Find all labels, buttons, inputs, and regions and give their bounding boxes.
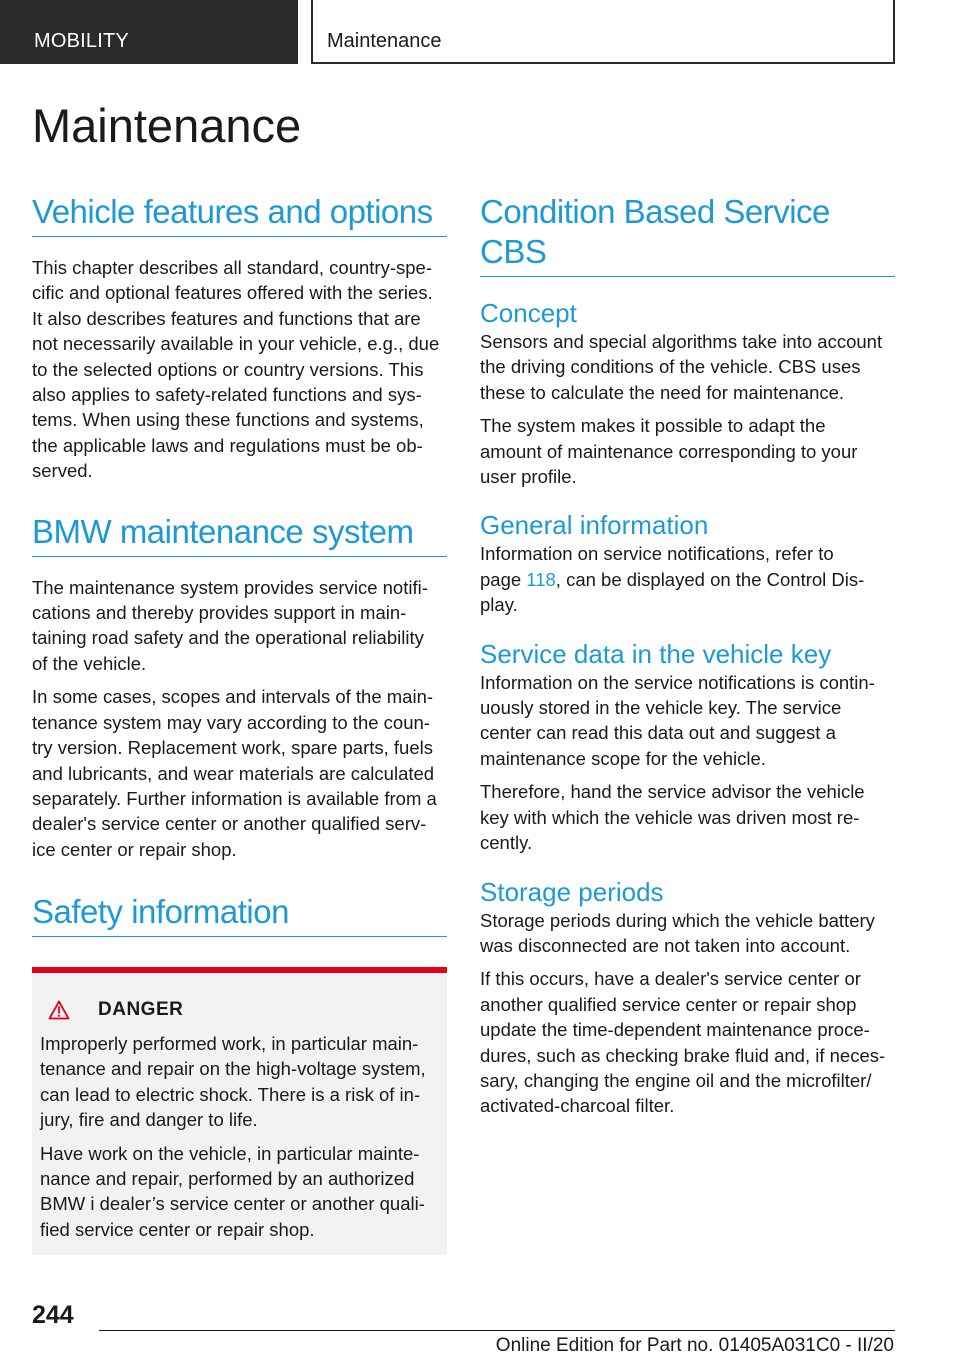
text-line: separately. Further information is available from a — [32, 787, 437, 809]
text-line: of the vehicle. — [32, 652, 147, 674]
text-line: jury, fire and danger to life. — [40, 1109, 258, 1131]
text-line: , can be displayed on the Control Dis‐ — [555, 568, 865, 590]
heading-service-data: Service data in the vehicle key — [480, 638, 832, 669]
danger-para-2 — [40, 1141, 439, 1243]
text-line: these to calculate the need for maintenance. — [480, 381, 845, 403]
danger-warning-box — [32, 967, 447, 1255]
text-line: Sensors and special algorithms take into account — [480, 331, 883, 352]
text-line: amount of maintenance corresponding to your — [480, 440, 858, 462]
text-line: uously stored in the vehicle key. The service — [480, 697, 842, 719]
text-line: tems. When using these functions and systems, — [32, 409, 424, 431]
heading-vehicle-features: Vehicle features and options — [32, 192, 447, 237]
text-line: can lead to electric shock. There is a risk of in‐ — [40, 1083, 421, 1105]
concept-para-2 — [480, 413, 895, 489]
text-line: Information on the service notifications is contin‐ — [480, 671, 875, 693]
left-column — [32, 192, 447, 937]
text-line: taining road safety and the operational reliability — [32, 627, 424, 649]
text-line: the applicable laws and regulations must be ob‐ — [32, 434, 423, 456]
text-line: page — [480, 568, 527, 590]
text-line: fied service center or repair shop. — [40, 1218, 315, 1240]
text-line: and lubricants, and wear materials are calculated — [32, 762, 435, 784]
text-line: not necessarily available in your vehicle, e.g., due — [32, 333, 440, 355]
danger-para-1 — [40, 1031, 439, 1133]
text-line: In some cases, scopes and intervals of the main‐ — [32, 686, 434, 708]
text-line: another qualified service center or repair shop — [480, 993, 857, 1015]
text-line: This chapter describes all standard, country-spe‐ — [32, 257, 432, 278]
warning-triangle-icon — [48, 1000, 70, 1020]
page-number: 244 — [32, 1301, 74, 1329]
text-line: The maintenance system provides service notifi‐ — [32, 576, 428, 598]
text-line: BMW i dealer’s service center or another quali‐ — [40, 1193, 425, 1215]
header-section-tab: MOBILITY — [0, 0, 298, 64]
heading-safety-information: Safety information — [32, 892, 447, 937]
text-line: dealer's service center or another qualified serv‐ — [32, 813, 427, 835]
general-information-text — [480, 541, 895, 617]
text-line: center can read this data out and suggest a — [480, 722, 836, 744]
text-line: Information on service notifications, refer to — [480, 543, 834, 565]
text-line: cations and thereby provides support in main‐ — [32, 602, 407, 624]
footer-edition: Online Edition for Part no. 01405A031C0 - II/20 — [495, 1335, 894, 1356]
text-line: also applies to safety-related functions and sys‐ — [32, 384, 422, 406]
storage-para-2 — [480, 966, 895, 1118]
danger-header — [40, 995, 439, 1025]
text-line: key with which the vehicle was driven most re‐ — [480, 806, 860, 828]
heading-concept: Concept — [480, 298, 577, 328]
footer-divider — [99, 1330, 895, 1331]
text-line: If this occurs, have a dealer's service center or — [480, 968, 861, 990]
text-line: served. — [32, 460, 93, 482]
storage-para-1 — [480, 908, 895, 959]
vehicle-features-text — [32, 255, 447, 484]
heading-cbs: Condition Based Service CBS — [480, 192, 895, 277]
text-line: to the selected options or country versions. This — [32, 358, 424, 380]
text-line: dures, such as checking brake fluid and, if neces‐ — [480, 1044, 886, 1066]
text-line: Therefore, hand the service advisor the vehicle — [480, 781, 865, 803]
text-line: Have work on the vehicle, in particular mainte‐ — [40, 1142, 420, 1164]
danger-label: DANGER — [98, 999, 184, 1020]
text-line: the driving conditions of the vehicle. CBS uses — [480, 356, 861, 378]
heading-general-information: General information — [480, 510, 709, 541]
text-line: tenance system may vary according to the coun‐ — [32, 711, 430, 733]
text-line: user profile. — [480, 466, 577, 488]
text-line: nance and repair, performed by an authorized — [40, 1168, 415, 1190]
service-data-para-2 — [480, 779, 895, 855]
text-line: activated-charcoal filter. — [480, 1095, 675, 1117]
heading-storage-periods: Storage periods — [480, 876, 664, 907]
text-line: ice center or repair shop. — [32, 838, 237, 860]
text-line: try version. Replacement work, spare parts, fuels — [32, 737, 433, 759]
text-line: maintenance scope for the vehicle. — [480, 747, 766, 769]
right-column — [480, 192, 895, 1119]
header-chapter-tab: Maintenance — [311, 0, 895, 64]
text-line: Improperly performed work, in particular main‐ — [40, 1033, 419, 1054]
text-line: It also describes features and functions that are — [32, 307, 421, 329]
bmw-maintenance-para-2 — [32, 684, 447, 862]
text-line: sary, changing the engine oil and the microfilter/ — [480, 1069, 872, 1091]
text-line: The system makes it possible to adapt the — [480, 415, 826, 437]
heading-bmw-maintenance: BMW maintenance system — [32, 512, 447, 557]
bmw-maintenance-para-1 — [32, 575, 447, 677]
text-line: Storage periods during which the vehicle battery — [480, 909, 875, 931]
text-line: cific and optional features offered with the series. — [32, 282, 433, 304]
concept-para-1 — [480, 329, 895, 405]
page-title: Maintenance — [32, 99, 302, 152]
text-line: tenance and repair on the high-voltage system, — [40, 1058, 426, 1080]
text-line: cently. — [480, 832, 533, 854]
text-line: was disconnected are not taken into account. — [480, 934, 851, 956]
service-data-para-1 — [480, 670, 895, 772]
page-reference-link[interactable]: 118 — [526, 568, 556, 590]
text-line: play. — [480, 594, 518, 616]
text-line: update the time-dependent maintenance proce‐ — [480, 1019, 870, 1041]
